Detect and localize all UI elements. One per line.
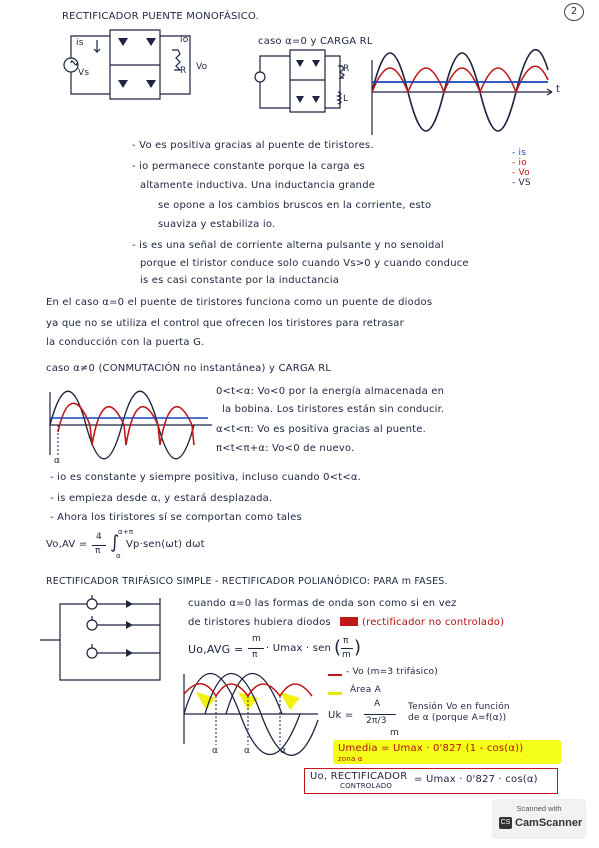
- label-io: io: [180, 35, 189, 45]
- note1-line4: se opone a los cambios bruscos en la corriente, esto: [158, 200, 432, 211]
- page-number: 2: [564, 3, 584, 21]
- note2-line1: 0<t<α: Vo<0 por la energía almacenada en: [216, 386, 445, 397]
- note2-line4: π<t<π+α: Vo<0 de nuevo.: [216, 443, 355, 454]
- formula3-den: 2π/3: [366, 716, 387, 726]
- formula2-mid: · Umax · sen: [266, 643, 332, 654]
- label-vs: Vs: [78, 68, 90, 78]
- formula2-lhs: Uo,AVG =: [188, 643, 244, 656]
- formula1-lhs: Vo,AV =: [46, 539, 88, 550]
- scanner-line2: CamScanner: [515, 817, 583, 829]
- formula3-lhs: Uk =: [328, 710, 354, 721]
- camscanner-icon: CS: [499, 817, 512, 829]
- formula3-num: A: [374, 699, 381, 709]
- para1-line2: ya que no se utiliza el control que ofrecen los tiristores para retrasar: [46, 318, 404, 329]
- legend1-io: - io: [512, 158, 527, 168]
- tri-text-line2: de tiristores hubiera diodos: [188, 617, 331, 628]
- legend2-red-swatch: [328, 674, 342, 676]
- section-title-monofasico: RECTIFICADOR PUENTE MONOFÁSICO.: [62, 11, 259, 22]
- section-title-trifasico: RECTIFICADOR TRIFÁSICO SIMPLE - RECTIFICADOR POLIANÓDICO: PARA m FASES.: [46, 576, 448, 587]
- label-r: R: [180, 66, 187, 76]
- note1-line7: porque el tiristor conduce solo cuando Vs>0 y cuando conduce: [140, 258, 469, 269]
- formula1-den: π: [95, 546, 101, 556]
- formula1-integral: ∫: [110, 532, 120, 553]
- result2-rhs: = Umax · 0'827 · cos(α): [414, 774, 538, 785]
- note1-line3: altamente inductiva. Una inductancia grande: [140, 180, 376, 191]
- case2-title: caso α≠0 (CONMUTACIÓN no instantánea) y CARGA RL: [46, 363, 332, 374]
- legend1-vo: - Vo: [512, 168, 530, 178]
- formula1-num: 4: [96, 532, 102, 542]
- result2-lhs: Uo, RECTIFICADOR: [310, 771, 408, 782]
- result1-formula: Umedia = Umax · 0'827 (1 - cos(α)): [338, 743, 524, 754]
- para1-line1: En el caso α=0 el puente de tiristores funciona como un puente de diodos: [46, 297, 433, 308]
- case1-title: caso α=0 y CARGA RL: [258, 36, 373, 47]
- formula1-upper: α+π: [118, 528, 134, 536]
- scanner-line1: Scanned with: [516, 804, 562, 813]
- camscanner-badge: [493, 800, 585, 838]
- formula3-sub: m: [390, 728, 399, 738]
- case1-l: L: [343, 94, 349, 104]
- case1-r: R: [343, 64, 350, 74]
- tri-text-paren: (rectificador no controlado): [362, 617, 505, 628]
- result2-lhs2: CONTROLADO: [340, 782, 393, 790]
- legend1-vs: - VS: [512, 178, 531, 188]
- legend1-is: - is: [512, 148, 527, 158]
- formula3-note2: de α (porque A=f(α)): [408, 713, 507, 723]
- note1-line1: - Vo es positiva gracias al puente de tiristores.: [132, 140, 374, 151]
- note1-line6: - is es una señal de corriente alterna pulsante y no senoidal: [132, 240, 444, 251]
- note3-line2: - is empieza desde α, y estará desplazada.: [50, 493, 273, 504]
- note1-line8: is es casi constante por la inductancia: [140, 275, 340, 286]
- formula-uo-avg: Uo,AVG = m π · Umax · sen ( π m ): [188, 634, 362, 660]
- label-is: is: [76, 38, 84, 48]
- legend2-vo: - Vo (m=3 trifásico): [346, 667, 438, 677]
- formula-uk: [328, 698, 578, 742]
- note2-line3: α<t<π: Vo es positiva gracias al puente.: [216, 424, 427, 435]
- note2-line2: la bobina. Los tiristores están sin conducir.: [222, 404, 445, 415]
- result1-sub: zona α: [338, 755, 363, 763]
- legend2-area: Área A: [350, 685, 381, 695]
- note1-line5: suaviza y estabiliza io.: [158, 219, 276, 230]
- formula1-body: Vp·sen(ωt) dωt: [126, 539, 205, 550]
- alpha-3: α: [280, 746, 287, 756]
- note3-line1: - io es constante y siempre positiva, incluso cuando 0<t<α.: [50, 472, 362, 483]
- formula2-num: m: [252, 634, 261, 644]
- note3-line3: - Ahora los tiristores sí se comportan como tales: [50, 512, 302, 523]
- formula1-lower: α: [116, 552, 121, 560]
- note1-line2: - io permanece constante porque la carga es: [132, 161, 365, 172]
- legend2-yellow-swatch: [328, 692, 342, 695]
- alpha-2: α: [244, 746, 251, 756]
- case1-axis-t: t: [556, 84, 561, 95]
- case2-alpha: α: [54, 456, 61, 466]
- para1-line3: la conducción con la puerta G.: [46, 337, 205, 348]
- formula3-note1: Tensión Vo en función: [408, 702, 510, 712]
- label-vo: Vo: [196, 62, 208, 72]
- formula2-den: π: [252, 650, 258, 660]
- formula2-pnum: π: [343, 636, 349, 646]
- alpha-1: α: [212, 746, 219, 756]
- formula2-pden: m: [342, 650, 351, 660]
- tri-text-line1: cuando α=0 las formas de onda son como si en vez: [188, 598, 457, 609]
